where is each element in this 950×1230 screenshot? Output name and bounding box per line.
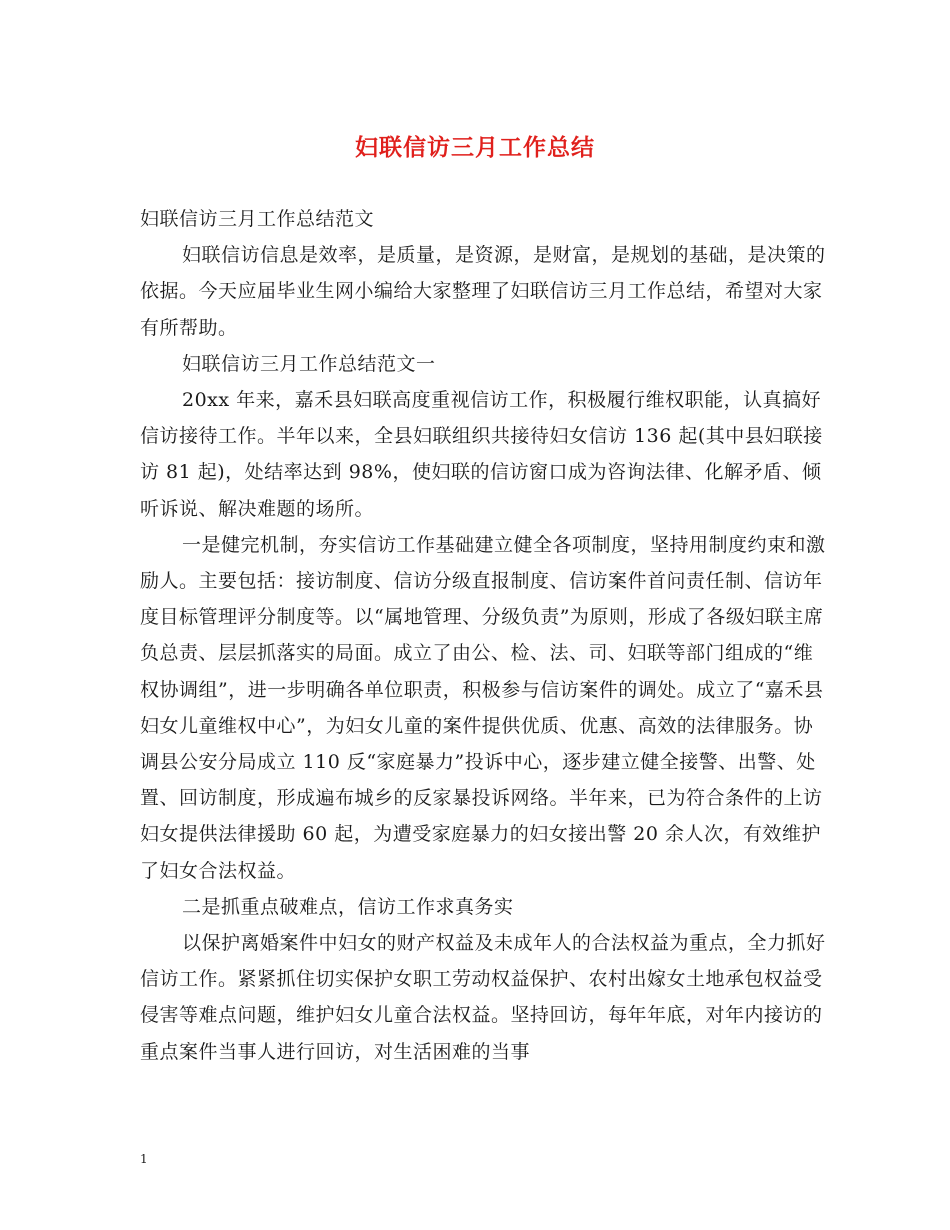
paragraph-key-points: 以保护离婚案件中妇女的财产权益及未成年人的合法权益为重点，全力抓好信访工作。紧紧抓住切实保护女职工劳动权益保护、农村出嫁女土地承包权益受侵害等难点问题，维护妇女儿童合法权益。坚持回访，每年年底，对年内接访的重点案件当事人进行回访，对生活困难的当事	[140, 932, 826, 1063]
paragraph-mechanism: 一是健完机制，夯实信访工作基础建立健全各项制度，坚持用制度约束和激励人。主要包括：接访制度、信访分级直报制度、信访案件首问责任制、信访年度目标管理评分制度等。以“属地管理、分级负责”为原则，形成了各级妇联主席负总责、层层抓落实的局面。成立了由公、检、法、司、妇联等部门组成的“维权协调组”，进一步明确各单位职责，积极参与信访案件的调处。成立了“嘉禾县妇女儿童维权中心”，为妇女儿童的案件提供优质、优惠、高效的法律服务。协调县公安分局成立 110 反“家庭暴力”投诉中心，逐步建立健全接警、出警、处置、回访制度，形成遍布城乡的反家暴投诉网络。半年来，已为符合条件的上访妇女提供法律援助 60 起，为遭受家庭暴力的妇女接出警 20 余人次，有效维护了妇女合法权益。	[140, 533, 826, 882]
document-body	[140, 201, 830, 1070]
paragraph-key-points-heading: 二是抓重点破难点，信访工作求真务实	[182, 895, 514, 918]
document-title: 妇联信访三月工作总结	[355, 134, 595, 161]
paragraph-section-heading: 妇联信访三月工作总结范文一	[182, 352, 436, 375]
page-number: 1	[140, 1152, 148, 1166]
paragraph-overview: 20xx 年来，嘉禾县妇联高度重视信访工作，积极履行维权职能，认真搞好信访接待工作。半年以来，全县妇联组织共接待妇女信访 136 起(其中县妇联接访 81 起)，处结率达到 98%，使妇联的信访窗口成为咨询法律、化解矛盾、倾听诉说、解决难题的场所。	[140, 389, 823, 520]
paragraph-intro: 妇联信访信息是效率，是质量，是资源，是财富，是规划的基础，是决策的依据。今天应届毕业生网小编给大家整理了妇联信访三月工作总结，希望对大家有所帮助。	[140, 244, 826, 339]
paragraph-subtitle: 妇联信访三月工作总结范文	[140, 208, 375, 230]
